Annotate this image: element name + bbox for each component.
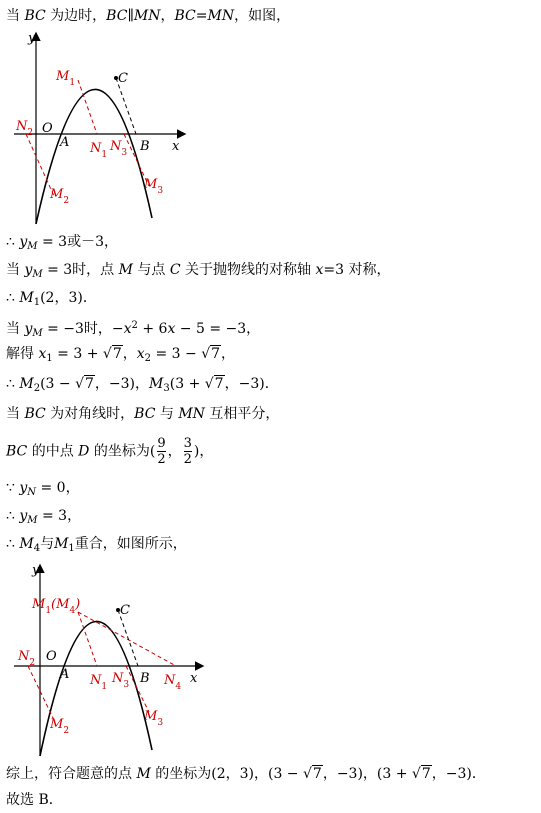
label-a: A	[60, 667, 70, 682]
text-line-2: ∴ $y_M = 3$或－3，	[6, 234, 118, 252]
text-line-3: 当 $y_M = 3$时，点 M 与点 C 关于抛物线的对称轴 x=3 对称，	[6, 262, 391, 280]
parabola-figure-1	[6, 28, 206, 228]
label-n1: $N_1$	[90, 141, 108, 160]
label-x: x	[190, 671, 198, 686]
text-line-12: ∴ $M_4$与$M_1$重合，如图所示，	[6, 536, 187, 554]
label-c: C	[120, 603, 130, 618]
label-y: y	[28, 31, 36, 46]
parabola-curve	[40, 621, 152, 756]
text-line-1: 当 BC 为边时，BC∥MN，BC=MN，如图，	[6, 8, 291, 24]
label-m3: $M_3$	[144, 709, 164, 728]
text-line-11: ∴ $y_M = 3$，	[6, 508, 82, 526]
label-o: O	[46, 649, 57, 664]
label-n3: $N_3$	[112, 671, 130, 690]
label-n2: $N_2$	[16, 119, 34, 138]
parabola-figure-2	[6, 560, 216, 760]
label-m1-m4: $M_1(M_4)$	[32, 597, 81, 616]
label-n3: $N_3$	[110, 139, 128, 158]
label-m2: $M_2$	[50, 187, 70, 206]
label-b: B	[140, 671, 150, 686]
text-line-13: 综上，符合题意的点 M 的坐标为(2，3)，(3 − √7，−3)，(3 + √7，−3)．	[6, 766, 486, 782]
text-line-7: ∴ $M_2(3 - √7$，−3)，$M_3(3 + √7$，−3)．	[6, 376, 279, 394]
text-line-9: BC 的中点 D 的坐标为( $\frac{9}{2}$ ， $\frac{3}{2}$ )，	[6, 436, 214, 467]
label-x: x	[172, 139, 180, 154]
text-line-5: 当 $y_M = -3$时，$-x^2 + 6x - 5 = -3$，	[6, 320, 261, 339]
segment-m1-n1	[78, 80, 97, 134]
text-line-8: 当 BC 为对角线时，BC 与 MN 互相平分，	[6, 406, 280, 422]
label-m3: $M_3$	[144, 177, 164, 196]
segment-m4-n4	[78, 612, 176, 666]
label-n4: $N_4$	[164, 673, 182, 692]
segment-c-b	[118, 610, 138, 666]
label-a: A	[60, 135, 70, 150]
text-line-4: ∴ $M_1(2$，3)．	[6, 290, 97, 308]
text-line-14: 故选 B．	[6, 792, 63, 808]
parabola-curve	[36, 89, 152, 224]
text-line-10: ∵ $y_N = 0$，	[6, 480, 80, 498]
segment-n2-m2	[28, 666, 54, 720]
label-y: y	[32, 563, 40, 578]
label-o: O	[42, 121, 53, 136]
label-m1: $M_1$	[56, 69, 76, 88]
label-b: B	[140, 139, 150, 154]
segment-m1-n1	[78, 612, 97, 666]
label-n1: $N_1$	[90, 673, 108, 692]
text-line-6: 解得 $x_1 = 3 + √7$，$x_2 = 3 - √7$，	[6, 346, 236, 364]
label-c: C	[118, 71, 128, 86]
label-n2: $N_2$	[18, 649, 36, 668]
label-m2: $M_2$	[50, 717, 70, 736]
